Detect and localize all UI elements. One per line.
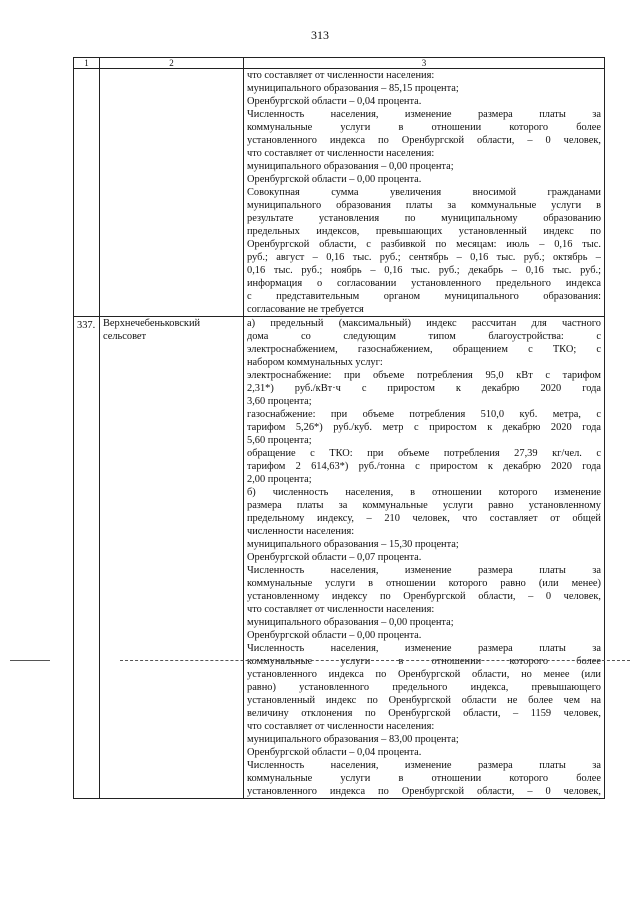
municipality-name: Верхнечебеньковский сельсовет [103, 318, 201, 342]
text-line: Оренбургской области – 0,07 процента. [247, 552, 422, 563]
text-line: Численность населения, изменение размера платы за [247, 109, 601, 120]
scan-artifact-line-left [10, 660, 50, 661]
text-line: информация о согласовании установленного предельного индекса [247, 278, 601, 289]
text-line: 3,60 процента; [247, 396, 312, 407]
municipality-name-cell [100, 317, 244, 799]
text-line: численности населения: [247, 526, 355, 537]
text-line: коммунальные услуги в отношении которого равно (или менее) [247, 578, 601, 589]
header-col-3: 3 [244, 58, 605, 69]
municipality-name-cell [100, 69, 244, 317]
text-line: 5,60 процента; [247, 435, 312, 446]
text-line: электроснабжение: при объеме потребления 95,0 кВт с тарифом [247, 370, 601, 381]
text-line: б) численность населения, в отношении которого изменение [247, 487, 601, 498]
text-line: газоснабжение: при объеме потребления 510,0 куб. метра, с [247, 409, 601, 420]
text-line: тарифом 2 614,63*) руб./тонна с приростом к декабрю 2020 года [247, 461, 601, 472]
text-line: 0,16 тыс. руб.; ноябрь – 0,16 тыс. руб.; декабрь – 0,16 тыс. руб.; [247, 265, 601, 276]
text-line: Оренбургской области – 0,04 процента. [247, 96, 422, 107]
text-line: а) предельный (максимальный) индекс рассчитан для частного [247, 318, 601, 329]
text-line: муниципального образования – 0,00 процента; [247, 617, 454, 628]
text-line: предельному индексу, – 210 человек, что составляет от общей [247, 513, 601, 524]
text-line: набором коммунальных услуг: [247, 357, 383, 368]
row-number-cell [74, 69, 100, 317]
text-line: размера платы за коммунальные услуги равно установленному [247, 500, 601, 511]
text-line: обращение с ТКО: при объеме потребления 27,39 кг/чел. с [247, 448, 601, 459]
table-header-row [74, 58, 605, 69]
text-line: муниципального образования – 15,30 процента; [247, 539, 459, 550]
description-cell [244, 317, 605, 799]
text-line: муниципального образования – 0,00 процента; [247, 161, 454, 172]
table-row-continued [74, 69, 605, 317]
text-line: с представительным органом муниципального образования: [247, 291, 601, 302]
header-col-1: 1 [74, 58, 100, 69]
text-line: коммунальные услуги в отношении которого более [247, 773, 601, 784]
page-number: 313 [311, 28, 329, 42]
text-line: Оренбургской области – 0,04 процента. [247, 747, 422, 758]
text-line: согласование не требуется [247, 304, 364, 315]
text-line: коммунальные услуги в отношении которого более [247, 122, 601, 133]
text-line: что составляет от численности населения: [247, 148, 435, 159]
text-line: 2,31*) руб./кВт·ч с приростом к декабрю 2020 года [247, 383, 601, 394]
text-line: результате установления по муниципальному образованию [247, 213, 601, 224]
text-line: что составляет от численности населения: [247, 70, 435, 81]
text-line: установленного индекса по Оренбургской области, но менее (или [247, 669, 601, 680]
text-line: установленного индекса по Оренбургской области, – 0 человек, [247, 786, 601, 797]
text-line: 2,00 процента; [247, 474, 312, 485]
table-row-337 [74, 317, 605, 799]
text-line: Численность населения, изменение размера платы за [247, 565, 601, 576]
text-line: тарифом 5,26*) руб./куб. метр с приростом к декабрю 2020 года [247, 422, 601, 433]
text-line: установленному индексу по Оренбургской области, – 0 человек, [247, 591, 601, 602]
text-line: дома со следующим типом благоустройства: с [247, 331, 601, 342]
text-line: электроснабжением, газоснабжением, обращением с ТКО; с [247, 344, 601, 355]
text-line: Оренбургской области – 0,00 процента. [247, 630, 422, 641]
document-table [73, 57, 605, 799]
text-line: Численность населения, изменение размера платы за [247, 760, 601, 771]
text-line: коммунальные услуги в отношении которого более [247, 656, 601, 667]
description-cell [244, 69, 605, 317]
header-col-2: 2 [100, 58, 244, 69]
text-line: Численность населения, изменение размера платы за [247, 643, 601, 654]
text-line: предельных индексов, превышающих установленный индекс по [247, 226, 601, 237]
scan-artifact-line [120, 660, 630, 661]
text-line: установленного индекса по Оренбургской области, – 0 человек, [247, 135, 601, 146]
text-line: Оренбургской области – 0,00 процента. [247, 174, 422, 185]
text-line: муниципального образования – 83,00 процента; [247, 734, 459, 745]
text-line: что составляет от численности населения: [247, 604, 435, 615]
text-line: Оренбургской области, с разбивкой по месяцам: июль – 0,16 тыс. [247, 239, 601, 250]
text-line: муниципального образования – 85,15 процента; [247, 83, 459, 94]
text-line: что составляет от численности населения: [247, 721, 435, 732]
text-line: равно) установленного предельного индекса, превышающего [247, 682, 601, 693]
row-number-cell: 337. [74, 317, 100, 799]
text-line: величину отклонения по Оренбургской области, – 1159 человек, [247, 708, 601, 719]
text-line: руб.; август – 0,16 тыс. руб.; сентябрь – 0,16 тыс. руб.; октябрь – [247, 252, 601, 263]
text-line: Совокупная сумма увеличения вносимой гражданами [247, 187, 601, 198]
text-line: установленный индекс по Оренбургской области не более чем на [247, 695, 601, 706]
text-line: муниципального образования платы за коммунальные услуги в [247, 200, 601, 211]
